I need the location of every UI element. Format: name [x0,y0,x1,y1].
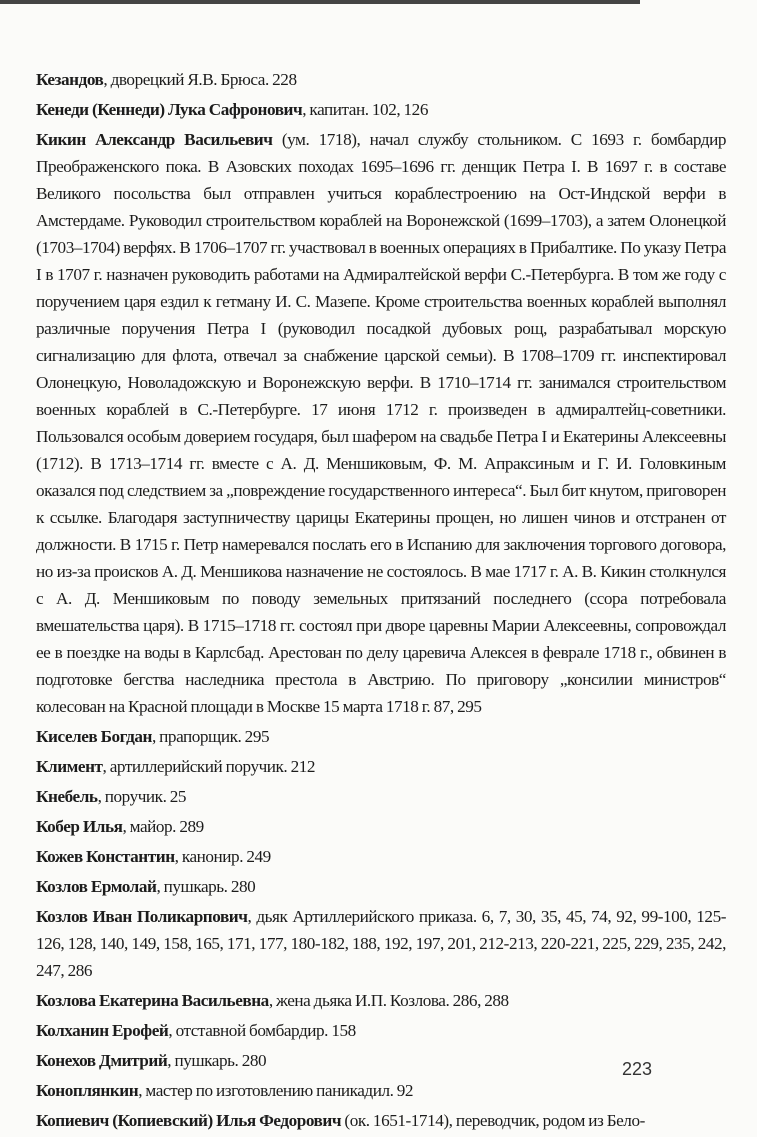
entry-text: , канонир. 249 [174,847,271,866]
entry-name: Кезандов [36,70,104,89]
entry-text: (ок. 1651-1714), переводчик, родом из Бело- [341,1111,645,1130]
entry-text: , жена дьяка И.П. Козлова. 286, 288 [268,991,509,1010]
entry-text: , отставной бомбардир. 158 [168,1021,356,1040]
index-entry [36,1107,726,1134]
top-rule [0,0,640,4]
index-entry [36,753,726,780]
entry-name: Кобер Илья [36,817,123,836]
entry-name: Козлов Иван Поликарпович [36,907,248,926]
entry-name: Конехов Дмитрий [36,1051,168,1070]
entry-text: , пушкарь. 280 [167,1051,267,1070]
entry-text: (ум. 1718), начал службу стольником. С 1693 г. бомбардир Преображенского пока. В Азовских походах 1695–1696 гг. денщик Петра I. В 1697 г. в составе Великого посольства был отправлен учиться кораблестроению на Ост-Индской верфи в Амстердаме. Руководил строительством кораблей на Воронежской (1699–1703), а затем Олонецкой (1703–1704) верфях. В 1706–1707 гг. участвовал в военных операциях в Прибалтике. По указу Петра I в 1707 г. назначен руководить работами на Адмиралтейской верфи С.-Петербурга. В том же году с поручением царя ездил к гетману И. С. Мазепе. Кроме строительства военных кораблей выполнял различные поручения Петра I (руководил посадкой дубовых рощ, разрабатывал морскую сигнализацию для флота, отвечал за снабжение царской семьи). В 1708–1709 гг. инспектировал Олонецкую, Новоладожскую и Воронежскую верфи. В 1710–1714 гг. занимался строительством военных кораблей в С.-Петербурге. 17 июня 1712 г. произведен в адмиралтейц-советники. Пользовался особым доверием государя, был шафером на свадьбе Петра I и Екатерины Алексеевны (1712). В 1713–1714 гг. вместе с А. Д. Меншиковым, Ф. М. Апраксиным и Г. И. Головкиным оказался под следствием за „повреждение государственного интереса“. Был бит кнутом, приговорен к ссылке. Благодаря заступничеству царицы Екатерины прощен, но лишен чинов и отстранен от должности. В 1715 г. Петр намеревался послать его в Испанию для заключения торгового договора, но из-за происков А. Д. Меншикова назначение не состоялось. В мае 1717 г. А. В. Кикин столкнулся с А. Д. Меншиковым по поводу земельных притязаний последнего (ссора потребовала вмешательства царя). В 1715–1718 гг. состоял при дворе царевны Марии Алексеевны, сопровождал ее в поездке на воды в Карлсбад. Арестован по делу царевича Алексея в феврале 1718 г., обвинен в подготовке бегства наследника престола в Австрию. По приговору „консилии министров“ колесован на Красной площади в Москве 15 марта 1718 г. 87, 295 [36,130,726,716]
entry-name: Кнебель [36,787,98,806]
entry-text: , капитан. 102, 126 [302,100,428,119]
index-entry [36,987,726,1014]
index-entry [36,66,726,93]
entry-name: Киселев Богдан [36,727,152,746]
entry-text: , артиллерийский поручик. 212 [102,757,316,776]
page-number: 223 [622,1059,653,1079]
entry-name: Копиевич (Копиевский) Илья Федорович [36,1111,342,1130]
entry-name: Кенеди (Кеннеди) Лука Сафронович [36,100,303,119]
index-entry [36,1017,726,1044]
entry-name: Козлова Екатерина Васильевна [36,991,269,1010]
entry-name: Колханин Ерофей [36,1021,169,1040]
entry-text: , дворецкий Я.В. Брюса. 228 [103,70,297,89]
index-entry [36,813,726,840]
entry-name: Коноплянкин [36,1081,139,1100]
entry-name: Кикин Александр Васильевич [36,130,273,149]
index-entry [36,843,726,870]
index-entry [36,723,726,750]
entry-text: , мастер по изготовлению паникадил. 92 [138,1081,414,1100]
index-entry [36,903,726,984]
entry-name: Козлов Ермолай [36,877,157,896]
index-entry [36,873,726,900]
index-entry [36,1077,726,1104]
entry-text: , дьяк Артиллерийского приказа. 6, 7, 30, 35, 45, 74, 92, 99-100, 125-126, 128, 140, 149, 158, 165, 171, 177, 180-182, 188, 192, 197, 201, 212-213, 220-221, 225, 229, 235, 242, 247, 286 [36,907,726,980]
entry-name: Климент [36,757,103,776]
index-entry [36,126,726,720]
entry-text: , прапорщик. 295 [151,727,270,746]
entry-text: , пушкарь. 280 [156,877,256,896]
index-entry [36,783,726,810]
entry-name: Кожев Константин [36,847,175,866]
entry-text: , майор. 289 [122,817,204,836]
index-entries [36,66,726,1137]
index-entry [36,96,726,123]
entry-text: , поручик. 25 [97,787,187,806]
